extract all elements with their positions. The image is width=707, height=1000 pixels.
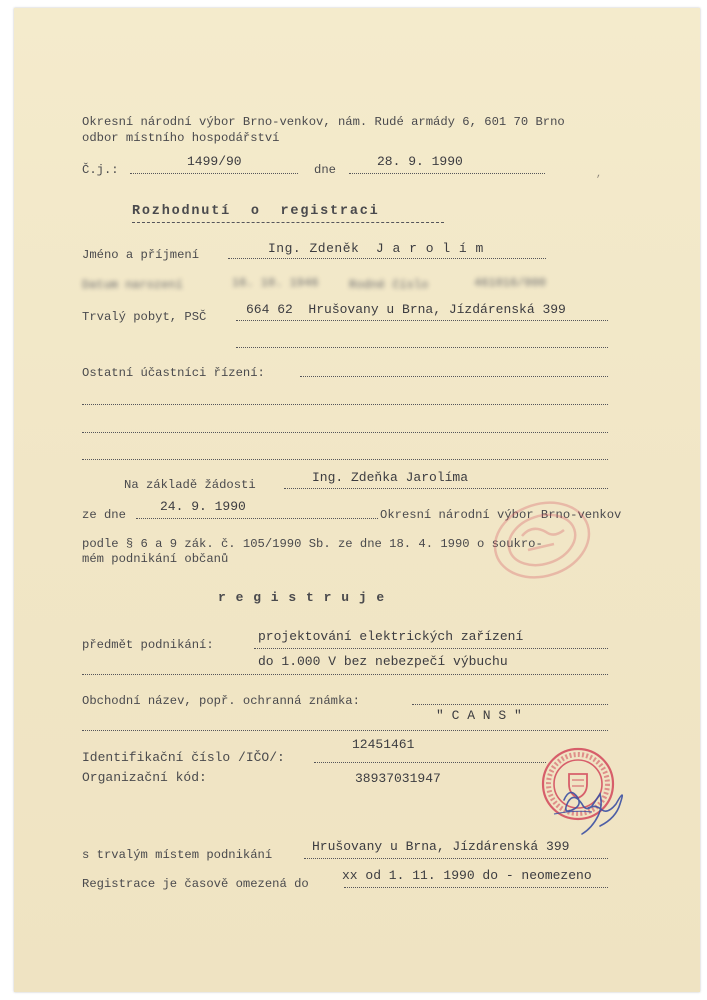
applicant-name: Ing. Zdeněk J a r o l í m xyxy=(268,241,484,256)
request-date-label: ze dne xyxy=(82,508,126,522)
dotted-line xyxy=(82,432,608,433)
redacted-id-label: Rodné číslo xyxy=(349,278,429,292)
applicant-address: 664 62 Hrušovany u Brna, Jízdárenská 399 xyxy=(246,302,566,317)
validity-period: xx od 1. 11. 1990 do - neomezeno xyxy=(342,868,592,883)
dotted-line xyxy=(82,459,608,460)
request-prefix: Na základě žádosti xyxy=(124,478,256,492)
business-place: Hrušovany u Brna, Jízdárenská 399 xyxy=(312,839,570,854)
redacted-id-number: 461016/000 xyxy=(474,276,547,290)
dotted-line xyxy=(412,704,608,705)
dotted-line xyxy=(236,347,608,348)
dotted-line xyxy=(254,648,608,649)
reference-number: 1499/90 xyxy=(187,154,242,169)
dotted-line xyxy=(304,858,608,859)
document-title: Rozhodnutí o registraci xyxy=(132,204,380,219)
dotted-line xyxy=(344,887,608,888)
dotted-line xyxy=(314,762,546,763)
trade-name-label: Obchodní název, popř. ochranná známka: xyxy=(82,694,360,708)
document-page xyxy=(14,8,700,992)
validity-label: Registrace je časově omezená do xyxy=(82,877,309,891)
issuing-authority: Okresní národní výbor Brno-venkov xyxy=(380,508,622,522)
legal-basis-continued: mém podnikání občanů xyxy=(82,552,229,566)
registers-heading: r e g i s t r u j e xyxy=(218,590,386,605)
dotted-line xyxy=(236,320,608,321)
decision-date: 28. 9. 1990 xyxy=(377,154,463,169)
legal-basis: podle § 6 a 9 zák. č. 105/1990 Sb. ze dne 18. 4. 1990 o soukro- xyxy=(82,537,543,551)
dotted-line xyxy=(82,404,608,405)
dotted-line xyxy=(349,173,545,174)
title-underline xyxy=(132,222,444,223)
faint-stamp-icon xyxy=(484,496,604,586)
subject-label: předmět podnikání: xyxy=(82,638,214,652)
place-label: s trvalým místem podnikání xyxy=(82,848,273,862)
participants-label: Ostatní účastníci řízení: xyxy=(82,366,265,380)
ico-label: Identifikační číslo /IČO/: xyxy=(82,750,285,765)
name-label: Jméno a příjmení xyxy=(82,248,200,262)
dotted-line xyxy=(284,488,608,489)
org-code: 38937031947 xyxy=(355,771,441,786)
org-code-label: Organizační kód: xyxy=(82,770,207,785)
business-subject-line2: do 1.000 V bez nebezpečí výbuchu xyxy=(258,654,508,669)
dotted-line xyxy=(82,674,608,675)
ico-number: 12451461 xyxy=(352,737,415,752)
reference-label: Č.j.: xyxy=(82,163,119,177)
dotted-line xyxy=(228,258,546,259)
trade-name: " C A N S " xyxy=(436,708,522,723)
request-date: 24. 9. 1990 xyxy=(160,499,246,514)
department-header: odbor místního hospodářství xyxy=(82,131,280,145)
redacted-birth-label: Datum narození xyxy=(82,278,183,292)
dotted-line xyxy=(136,518,378,519)
signature-icon xyxy=(544,778,654,838)
business-subject-line1: projektování elektrických zařízení xyxy=(258,629,524,644)
dotted-line xyxy=(130,173,298,174)
office-header: Okresní národní výbor Brno-venkov, nám. Rudé armády 6, 601 70 Brno xyxy=(82,115,565,129)
date-label: dne xyxy=(314,163,336,177)
redacted-birth-date: 16. 10. 1946 xyxy=(232,276,319,290)
dotted-line xyxy=(82,730,608,731)
requester-name: Ing. Zdeňka Jarolíma xyxy=(312,470,469,485)
margin-mark: , xyxy=(596,169,603,180)
dotted-line xyxy=(300,376,608,377)
address-label: Trvalý pobyt, PSČ xyxy=(82,310,207,324)
